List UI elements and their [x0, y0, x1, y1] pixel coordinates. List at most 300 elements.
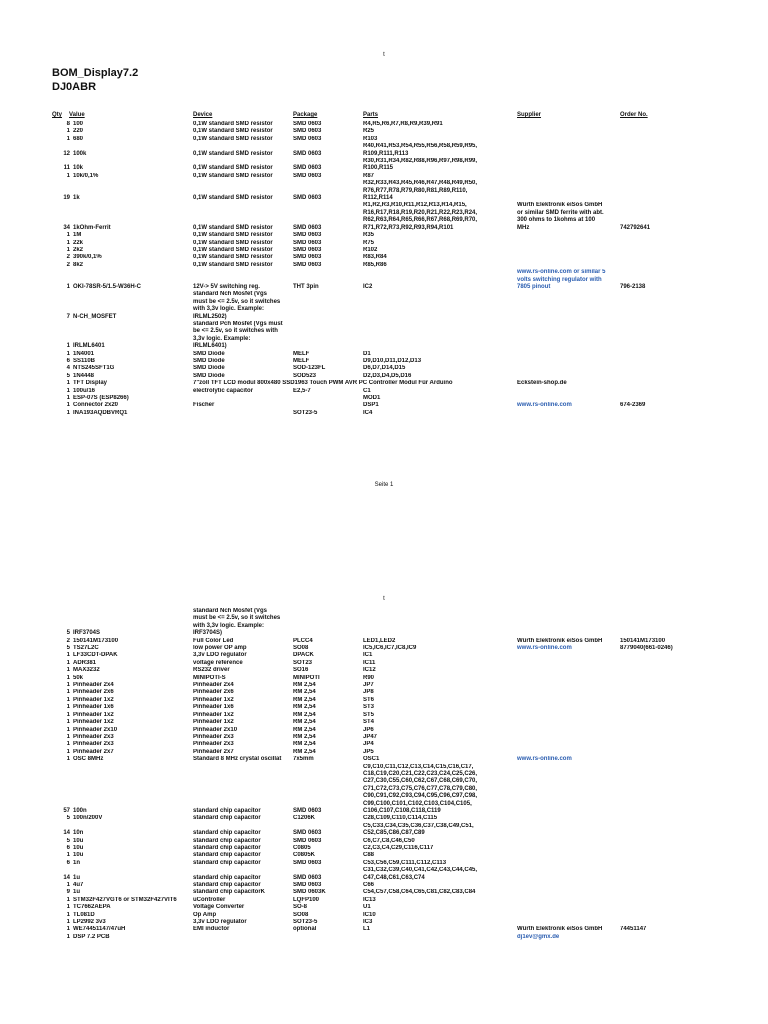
order-no-cell — [620, 373, 700, 380]
qty-cell: 1 — [66, 283, 70, 290]
parts-cell: JP8 — [363, 689, 374, 696]
package-cell: SO16 — [293, 667, 309, 674]
qty-cell: 6 — [66, 845, 70, 851]
qty-cell: 11 — [63, 165, 70, 172]
package-cell: SMD 0603 — [293, 150, 322, 157]
bom-row — [52, 638, 700, 645]
qty-cell: 14 — [63, 830, 70, 837]
package-cell: SMD 0603 — [293, 882, 322, 889]
supplier-cell — [517, 912, 620, 919]
parts-cell: DSP1 — [363, 402, 379, 409]
qty-cell: 1 — [66, 926, 70, 933]
supplier-cell — [517, 919, 620, 926]
package-cell: RM 2,54 — [293, 726, 316, 733]
supplier-link[interactable]: dj1ev@gmx.de — [517, 933, 560, 940]
value-cell: OKI-78SR-5/1.5-W36H-C — [73, 283, 142, 290]
value-cell: STM32F427VGT6 or STM32F427VIT6 — [73, 896, 177, 903]
package-cell: SO08 — [293, 645, 309, 652]
parts-cell: IC1 — [363, 652, 373, 659]
value-cell: 1k — [73, 195, 80, 202]
bom-page-1 — [0, 0, 768, 500]
package-cell: SMD 0603 — [293, 239, 322, 246]
bom-row — [52, 254, 700, 261]
package-cell: SMD 0603 — [293, 859, 322, 866]
parts-cell: R30,R31,R34,R82,R88,R96,R97,R98,R99, R100,R115 — [363, 158, 478, 172]
package-cell: 7x5mm — [293, 756, 314, 763]
device-cell: standard chip capacitor — [193, 807, 261, 814]
value-cell: Pinheader 1x2 — [73, 711, 114, 718]
order-no-cell — [620, 912, 700, 919]
parts-cell: L1 — [363, 926, 371, 933]
bom-row — [52, 860, 700, 867]
bom-row — [52, 158, 700, 173]
parts-cell: LED1,LED2 — [363, 637, 396, 644]
column-header-order-no: Order No. — [620, 112, 648, 118]
value-cell: OSC 8MHz — [73, 756, 104, 763]
order-no-cell — [620, 727, 700, 734]
value-cell: Pinheader 2x10 — [73, 726, 118, 733]
value-cell: LP2992 3v3 — [73, 919, 106, 926]
parts-cell: R25 — [363, 128, 375, 135]
bom-row — [52, 682, 700, 689]
parts-cell: R103 — [363, 135, 378, 142]
bom-row — [52, 838, 700, 845]
device-cell: Pinheader 1x2 — [193, 696, 234, 703]
parts-cell: C5,C33,C34,C35,C36,C37,C38,C49,C51, C52,C85,C86,C87,C89 — [363, 822, 474, 837]
device-cell: 0,1W standard SMD resistor — [193, 261, 273, 268]
qty-cell: 34 — [63, 224, 70, 231]
parts-cell: D6,D7,D14,D15 — [363, 365, 406, 372]
package-cell: PLCC4 — [293, 637, 313, 644]
package-cell: SMD 0603 — [293, 232, 322, 239]
parts-cell: JP6 — [363, 726, 374, 733]
order-no-cell — [620, 351, 700, 358]
qty-cell: 1 — [66, 246, 70, 253]
device-cell: Standard 8 MHz crystal oscillat — [193, 756, 282, 763]
supplier-cell — [517, 860, 620, 867]
parts-cell: C2,C3,C4,C29,C116,C117 — [363, 845, 434, 851]
supplier-cell — [517, 158, 620, 173]
package-cell: SOT23-5 — [293, 919, 318, 926]
supplier-cell — [517, 410, 620, 417]
device-cell: 7"zoll TFT LCD modul 800x480 SSD1963 Touch PWM AVR PC Controller Modul Für Arduino — [193, 380, 453, 387]
qty-cell: 7 — [66, 313, 70, 320]
qty-cell: 1 — [66, 741, 70, 748]
package-cell: SMD 0603 — [293, 195, 322, 202]
value-cell: Pinheader 2x6 — [73, 689, 114, 696]
supplier-cell — [517, 365, 620, 372]
parts-cell: C54,C57,C58,C64,C65,C81,C82,C83,C84 — [363, 889, 476, 896]
qty-cell: 1 — [66, 896, 70, 903]
qty-cell: 6 — [66, 859, 70, 866]
parts-cell: ST6 — [363, 696, 375, 703]
value-cell: Pinheader 2x4 — [73, 682, 114, 689]
supplier-cell — [517, 121, 620, 128]
bom-row — [52, 749, 700, 756]
qty-cell: 9 — [66, 889, 70, 896]
bom-table-page-1 — [52, 121, 700, 417]
order-no-cell — [620, 365, 700, 372]
order-no-cell — [620, 882, 700, 889]
supplier-link[interactable]: www.rs-online.com — [517, 645, 572, 652]
bom-row — [52, 269, 700, 291]
qty-cell: 19 — [63, 195, 70, 202]
bom-row — [52, 143, 700, 158]
device-cell: SMD Diode — [193, 365, 225, 372]
supplier-cell — [517, 136, 620, 143]
order-no-cell — [620, 380, 700, 387]
package-cell: RM 2,54 — [293, 689, 316, 696]
parts-cell: D1 — [363, 350, 371, 357]
bom-row — [52, 904, 700, 911]
order-no-cell — [620, 321, 700, 351]
qty-cell: 1 — [66, 904, 70, 911]
device-cell: Pinheader 2x3 — [193, 741, 234, 748]
bom-row — [52, 128, 700, 135]
bom-row — [52, 756, 700, 763]
device-cell: low power OP amp — [193, 645, 247, 652]
supplier-link[interactable]: www.rs-online.com or similar 5 volts switching regulator with 7805 pinout — [517, 269, 606, 290]
device-cell: standard chip capacitor — [193, 845, 261, 851]
qty-cell: 1 — [66, 748, 70, 755]
qty-cell: 5 — [66, 837, 70, 844]
package-cell: THT 3pin — [293, 283, 319, 290]
order-no-cell: 8779040(661-0246) — [620, 645, 673, 652]
package-cell: SOT23-5 — [293, 409, 318, 416]
bom-row — [52, 121, 700, 128]
parts-cell: IC3 — [363, 919, 373, 926]
supplier-cell — [517, 823, 620, 838]
order-no-cell — [620, 667, 700, 674]
value-cell: 1n — [73, 859, 81, 866]
device-cell: standard chip capacitor — [193, 882, 261, 889]
device-cell: Full Color Led — [193, 637, 234, 644]
supplier-cell: Würth Elektronik eiSos GmbH or similar SMD ferrite with abt. 300 ohms to 1kohms at 100 MHz — [517, 202, 604, 231]
device-cell: 12V-> 5V switching reg. — [193, 283, 260, 290]
package-cell — [293, 934, 363, 941]
parts-cell: R35 — [363, 232, 375, 239]
value-cell: TS27L2C — [73, 645, 99, 652]
device-cell: electrolytic capacitor — [193, 387, 254, 394]
value-cell: Pinheader 2x7 — [73, 748, 114, 755]
bom-page-2 — [0, 590, 768, 1024]
page-footer: Seite 1 — [374, 482, 394, 488]
supplier-cell: Eckstein-shop.de — [517, 380, 567, 387]
bom-row — [52, 712, 700, 719]
order-no-cell: 742792641 — [620, 224, 651, 231]
device-cell: SMD Diode — [193, 350, 225, 357]
device-cell: SMD Diode — [193, 358, 225, 364]
package-cell: SMD 0603 — [293, 807, 322, 814]
device-cell: Pinheader 1x6 — [193, 704, 234, 711]
qty-cell: 57 — [63, 807, 70, 814]
order-no-cell — [620, 652, 700, 659]
qty-cell: 1 — [66, 380, 70, 387]
parts-cell: R75 — [363, 239, 375, 246]
order-no-cell — [620, 860, 700, 867]
device-cell: standard chip capacitor — [193, 852, 261, 859]
column-header-package: Package — [293, 112, 318, 118]
device-cell: 0,1W standard SMD resistor — [193, 239, 273, 246]
parts-cell: OSC1 — [363, 756, 380, 763]
package-cell: SMD 0603 — [293, 837, 322, 844]
package-cell: SMD 0603 — [293, 135, 322, 142]
supplier-cell — [517, 667, 620, 674]
device-cell: standard chip capacitorK — [193, 889, 266, 896]
value-cell: 10u — [73, 852, 84, 859]
bom-row — [52, 897, 700, 904]
qty-cell: 1 — [66, 135, 70, 142]
device-cell: SMD Diode — [193, 372, 225, 379]
supplier-cell — [517, 741, 620, 748]
parts-cell: C66 — [363, 882, 375, 889]
value-cell: 100k — [73, 150, 87, 157]
order-no-cell — [620, 143, 700, 158]
device-cell: standard chip capacitor — [193, 815, 261, 822]
package-cell: SMD 0603 — [293, 121, 322, 127]
supplier-cell — [517, 388, 620, 395]
qty-cell: 1 — [66, 128, 70, 135]
device-cell: 0,1W standard SMD resistor — [193, 121, 273, 127]
parts-cell: JP4 — [363, 741, 374, 748]
bom-row — [52, 741, 700, 748]
package-cell: SOD523 — [293, 372, 317, 379]
qty-cell: 1 — [66, 933, 70, 940]
order-no-cell — [620, 291, 700, 321]
order-no-cell — [620, 675, 700, 682]
value-cell: 1N4448 — [73, 372, 95, 379]
value-cell: TFT Display — [73, 380, 108, 387]
bom-row — [52, 652, 700, 659]
bom-row — [52, 704, 700, 711]
value-cell: 100 — [73, 121, 84, 127]
device-cell — [193, 395, 293, 402]
order-no-cell — [620, 764, 700, 816]
value-cell: Pinheader 1x6 — [73, 704, 114, 711]
device-cell: 3,3v LDO regulator — [193, 919, 247, 926]
package-cell: RM 2,54 — [293, 711, 316, 718]
package-cell — [293, 395, 363, 402]
value-cell: LF33CDT-DPAK — [73, 652, 118, 659]
package-cell: SOT23 — [293, 659, 313, 666]
bom-row — [52, 608, 700, 638]
supplier-cell — [517, 904, 620, 911]
package-cell: C1206K — [293, 815, 316, 822]
parts-cell: C1 — [363, 387, 371, 394]
supplier-cell — [517, 652, 620, 659]
device-cell: 3,3v LDO regulator — [193, 652, 247, 659]
bom-table-page-2 — [52, 608, 700, 941]
bom-row — [52, 380, 700, 387]
bom-row — [52, 136, 700, 143]
parts-cell: R90 — [363, 674, 375, 681]
bom-row — [52, 852, 700, 859]
package-cell: SMD 0603 — [293, 874, 322, 881]
order-no-cell — [620, 897, 700, 904]
value-cell: 10u — [73, 845, 84, 851]
device-cell: standard Nch Mosfet (Vgs must be <= 2.5v, so it switches with 3,3v logic. Example: IRF3704S) — [193, 608, 281, 637]
package-cell: MELF — [293, 350, 310, 357]
column-header-value: Value — [69, 112, 85, 118]
value-cell: SS110B — [73, 358, 96, 364]
value-cell: TC7662AEPA — [73, 904, 111, 911]
column-header-qty: Qty — [52, 112, 63, 118]
supplier-link[interactable]: www.rs-online.com — [517, 402, 572, 409]
device-cell: standard chip capacitor — [193, 830, 261, 837]
parts-cell: ST4 — [363, 719, 375, 726]
order-no-cell — [620, 741, 700, 748]
package-cell: RM 2,54 — [293, 733, 316, 740]
value-cell: Pinheader 2x3 — [73, 733, 114, 740]
device-cell: 0,1W standard SMD resistor — [193, 224, 273, 231]
bom-row — [52, 919, 700, 926]
order-no-cell — [620, 719, 700, 726]
supplier-cell — [517, 897, 620, 904]
value-cell: 680 — [73, 135, 84, 142]
bom-row — [52, 734, 700, 741]
order-no-cell — [620, 247, 700, 254]
value-cell: ESP-07S (ESP8266) — [73, 395, 129, 402]
order-no-cell — [620, 889, 700, 896]
parts-cell: ST5 — [363, 711, 375, 718]
bom-row — [52, 202, 700, 232]
package-cell: SMD 0603 — [293, 830, 322, 837]
order-no-cell — [620, 689, 700, 696]
package-cell: E2,5-7 — [293, 387, 311, 394]
value-cell: INA193AQDBVRQ1 — [73, 409, 128, 416]
package-cell: MINIPOTI — [293, 674, 320, 681]
order-no-cell — [620, 697, 700, 704]
package-cell: RM 2,54 — [293, 741, 316, 748]
parts-cell: D2,D3,D4,D5,D16 — [363, 372, 412, 379]
order-no-cell — [620, 867, 700, 882]
bom-row — [52, 262, 700, 269]
parts-cell: C31,C32,C39,C40,C41,C42,C43,C44,C45, C47,C48,C61,C63,C74 — [363, 867, 478, 881]
value-cell: ADR381 — [73, 659, 97, 666]
parts-cell: R32,R33,R43,R45,R46,R47,R48,R49,R50, R76,R77,R78,R79,R80,R81,R89,R110, R112,R114 — [363, 180, 478, 202]
qty-cell: 1 — [66, 343, 70, 350]
package-cell: DPACK — [293, 652, 314, 659]
value-cell: DSP 7.2 PCB — [73, 933, 110, 940]
parts-cell: C9,C10,C11,C12,C13,C14,C15,C16,C17, C18,C19,C20,C21,C22,C23,C24,C25,C26, C27,C30,C55,C60,C62,C67,C68,C69,C70, C71,C72,C73,C75,C76,C77,C78,C79,C80, C90,C91,C92,C93,C94,C95,C96,C97,C98, C99,C100,C101,C102,C103,C104,C105, C106,C107,C108,C118,C119 — [363, 763, 478, 814]
bom-row — [52, 675, 700, 682]
order-no-cell — [620, 158, 700, 173]
supplier-cell — [517, 734, 620, 741]
bom-row — [52, 247, 700, 254]
value-cell: 100u/16 — [73, 387, 96, 394]
supplier-cell — [517, 173, 620, 180]
device-cell: RS232 driver — [193, 667, 230, 674]
qty-cell: 5 — [66, 372, 70, 379]
supplier-cell — [517, 704, 620, 711]
parts-cell: C88 — [363, 852, 375, 859]
package-cell: C0805 — [293, 845, 311, 851]
supplier-cell — [517, 727, 620, 734]
order-no-cell — [620, 660, 700, 667]
qty-cell: 1 — [66, 667, 70, 674]
bom-row — [52, 660, 700, 667]
bom-row — [52, 388, 700, 395]
supplier-cell — [517, 128, 620, 135]
package-cell: SMD 0603 — [293, 165, 322, 172]
qty-cell: 2 — [66, 254, 70, 261]
column-header-supplier: Supplier — [517, 112, 542, 118]
value-cell: 10n — [73, 830, 84, 837]
order-no-cell — [620, 395, 700, 402]
qty-cell: 14 — [63, 874, 70, 881]
qty-cell: 1 — [66, 919, 70, 926]
supplier-cell — [517, 232, 620, 239]
bom-row — [52, 689, 700, 696]
value-cell: 1u — [73, 874, 81, 881]
order-no-cell — [620, 852, 700, 859]
parts-cell: D9,D10,D11,D12,D13 — [363, 358, 422, 364]
supplier-cell — [517, 845, 620, 852]
qty-cell: 1 — [66, 689, 70, 696]
page-header-mark: t — [383, 596, 385, 602]
bom-row — [52, 697, 700, 704]
value-cell: 22k — [73, 239, 84, 246]
bom-row — [52, 180, 700, 202]
supplier-cell — [517, 395, 620, 402]
qty-cell: 1 — [66, 733, 70, 740]
order-no-cell — [620, 682, 700, 689]
value-cell: 2k2 — [73, 246, 84, 253]
bom-row — [52, 727, 700, 734]
package-cell: SMD 0603K — [293, 889, 326, 896]
supplier-cell — [517, 262, 620, 269]
bom-row — [52, 867, 700, 882]
device-cell: 0,1W standard SMD resistor — [193, 195, 273, 202]
qty-cell: 2 — [66, 637, 70, 644]
package-cell: optional — [293, 926, 317, 933]
value-cell: 4u7 — [73, 882, 84, 889]
document-title: BOM_Display7.2 — [52, 67, 139, 79]
value-cell: 1kOhm-Ferrit — [73, 224, 111, 231]
value-cell: Connector 2x20 — [73, 402, 119, 409]
order-no-cell — [620, 823, 700, 838]
supplier-cell — [517, 852, 620, 859]
qty-cell: 1 — [66, 704, 70, 711]
order-no-cell — [620, 128, 700, 135]
bom-row — [52, 358, 700, 365]
device-cell: standard chip capacitor — [193, 837, 261, 844]
order-no-cell — [620, 704, 700, 711]
parts-cell: IC4 — [363, 409, 373, 416]
supplier-cell — [517, 608, 620, 638]
qty-cell: 1 — [66, 911, 70, 918]
value-cell: IRLML6401 — [73, 343, 105, 350]
bom-row — [52, 926, 700, 933]
qty-cell: 1 — [66, 402, 70, 409]
qty-cell: 6 — [66, 358, 70, 364]
value-cell: 10u — [73, 837, 84, 844]
supplier-link[interactable]: www.rs-online.com — [517, 756, 572, 763]
value-cell: 10k/0,1% — [73, 172, 99, 179]
package-cell: SMD 0603 — [293, 261, 322, 268]
parts-cell: R4,R5,R6,R7,R8,R9,R39,R91 — [363, 121, 443, 127]
parts-cell: IC5,IC6,IC7,IC8,IC9 — [363, 645, 417, 652]
qty-cell: 2 — [66, 261, 70, 268]
qty-cell: 1 — [66, 350, 70, 357]
column-header-device: Device — [193, 112, 213, 118]
supplier-cell — [517, 240, 620, 247]
parts-cell: C6,C7,C8,C46,C50 — [363, 837, 415, 844]
bom-row — [52, 882, 700, 889]
supplier-cell — [517, 815, 620, 822]
order-no-cell — [620, 173, 700, 180]
bom-row — [52, 764, 700, 816]
